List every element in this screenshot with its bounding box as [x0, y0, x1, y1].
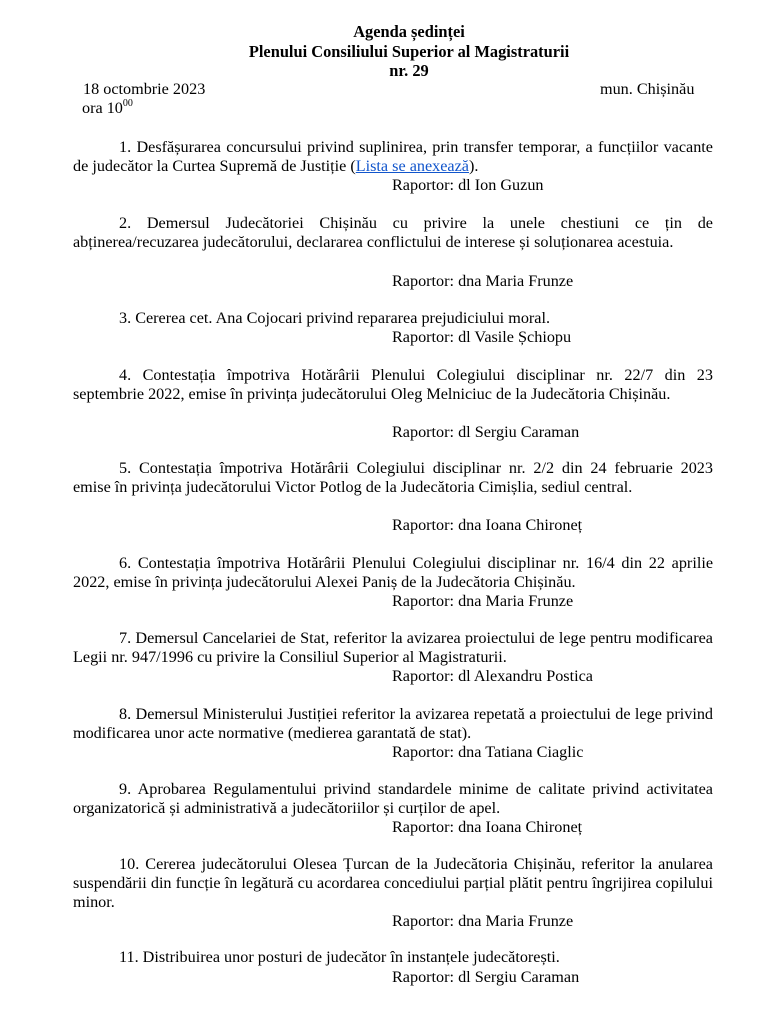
agenda-item-1 — [73, 138, 713, 176]
agenda-item-3: 3. Cererea cet. Ana Cojocari privind repararea prejudiciului moral. — [119, 309, 551, 327]
agenda-item-10: 10. Cererea judecătorului Olesea Țurcan de la Judecătoria Chișinău, referitor la anularea suspendării din funcție în legătură cu acordarea concediului parțial plătit pentru îngrijirea copilului minor. — [73, 855, 713, 911]
agenda-item-2-reporter: Raportor: dna Maria Frunze — [392, 272, 574, 290]
agenda-item-7-reporter: Raportor: dl Alexandru Postica — [392, 667, 593, 685]
agenda-item-11-reporter: Raportor: dl Sergiu Caraman — [392, 968, 580, 986]
agenda-item-3-reporter: Raportor: dl Vasile Șchiopu — [392, 328, 572, 346]
agenda-item-5: 5. Contestația împotriva Hotărârii Colegiului disciplinar nr. 2/2 din 24 februarie 2023 emise în privința judecătorului Victor Potlog de la Judecătoria Cimișlia, sediul central. — [73, 459, 713, 496]
agenda-item-5-reporter: Raportor: dna Ioana Chironeț — [392, 516, 583, 534]
agenda-item-4: 4. Contestația împotriva Hotărârii Plenului Colegiului disciplinar nr. 22/7 din 23 septembrie 2022, emise în privința judecătorului Oleg Melniciuc de la Judecătoria Chișinău. — [73, 366, 713, 403]
agenda-item-2: 2. Demersul Judecătoriei Chișinău cu privire la unele chestiuni ce țin de abținerea/recuzarea judecătorului, declararea conflictului de interese și soluționarea acestuia. — [73, 214, 713, 251]
agenda-item-1-reporter: Raportor: dl Ion Guzun — [392, 176, 544, 194]
agenda-title: Agenda ședinței — [353, 22, 465, 41]
meeting-time-hour: ora 10 — [82, 99, 123, 117]
agenda-item-7: 7. Demersul Cancelariei de Stat, referitor la avizarea proiectului de lege pentru modificarea Legii nr. 947/1996 cu privire la Consiliul Superior al Magistraturii. — [73, 629, 713, 666]
agenda-item-6: 6. Contestația împotriva Hotărârii Plenului Colegiului disciplinar nr. 16/4 din 22 aprilie 2022, emise în privința judecătorului Alexei Paniș de la Judecătoria Chișinău. — [73, 554, 713, 591]
agenda-item-11: 11. Distribuirea unor posturi de judecător în instanțele judecătorești. — [119, 948, 560, 966]
agenda-item-8-reporter: Raportor: dna Tatiana Ciaglic — [392, 743, 584, 761]
agenda-subtitle: Plenului Consiliului Superior al Magistraturii — [248, 42, 570, 61]
agenda-item-10-reporter: Raportor: dna Maria Frunze — [392, 912, 574, 930]
agenda-item-6-reporter: Raportor: dna Maria Frunze — [392, 592, 574, 610]
meeting-location: mun. Chișinău — [600, 80, 695, 98]
agenda-item-1-text-end: ). — [469, 157, 479, 175]
agenda-item-4-reporter: Raportor: dl Sergiu Caraman — [392, 423, 580, 441]
agenda-item-1-text: 1. Desfășurarea concursului privind suplinirea, prin transfer temporar, a funcțiilor vacante de judecător la Curtea Supremă de Justiție ( — [73, 138, 713, 175]
agenda-item-9-reporter: Raportor: dna Ioana Chironeț — [392, 818, 583, 836]
agenda-number: nr. 29 — [389, 61, 429, 80]
meeting-time-minutes: 00 — [122, 97, 133, 109]
agenda-item-9: 9. Aprobarea Regulamentului privind standardele minime de calitate privind activitatea organizatorică și administrativă a judecătoriilor și curților de apel. — [73, 780, 713, 817]
annex-list-link[interactable]: Lista se anexează — [355, 157, 469, 175]
meeting-date: 18 octombrie 2023 — [83, 80, 206, 98]
agenda-item-8: 8. Demersul Ministerului Justiției referitor la avizarea repetată a proiectului de lege privind modificarea unor acte normative (medierea garantată de stat). — [73, 705, 713, 742]
meeting-time — [82, 99, 133, 118]
